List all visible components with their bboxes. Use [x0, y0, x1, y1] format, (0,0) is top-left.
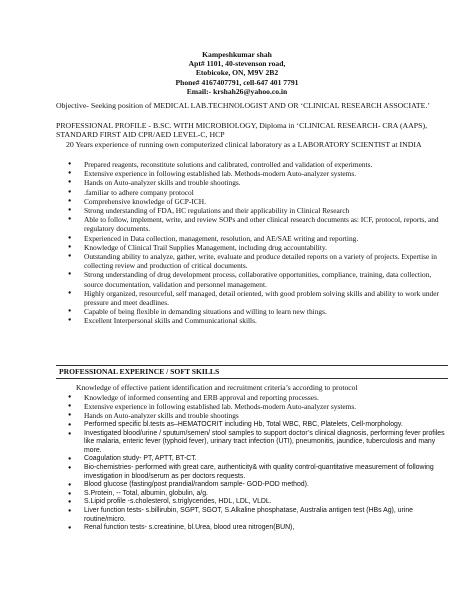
- list-item: ● Performed specific bl.tests as–HEMATOCRIT including Hb, Total WBC, RBC, Platelets, Cell-morphology.: [68, 421, 446, 430]
- phone-line: Phone# 4167407791, cell-647 401 7791: [175, 77, 299, 87]
- list-item: ● Capable of being flexible in demanding situations and willing to learn new things.: [68, 307, 446, 316]
- list-item: ● Excellent Interpersonal skills and Communicational skills.: [68, 316, 446, 325]
- profile-text: PROFESSIONAL PROFILE - B.SC. WITH MICROBIOLOGY, Diploma in ‘CLINICAL RESEARCH- CRA (AAPS), STANDARD FIRST AID CPR/AED LEVEL-C, HCP: [56, 121, 428, 140]
- list-item: ● Blood glucose (fasting/post prandial/random sample- GOD-POD method).: [68, 481, 446, 490]
- list-item: ● S.Lipid profile -s.cholesterol, s.triglycerides, HDL, LDL, VLDL.: [68, 498, 446, 507]
- profile-bullet-list: [68, 160, 446, 326]
- experience-summary: 20 Years experience of running own computerized clinical laboratory as a LABORATORY SCIENTIST at INDIA: [66, 140, 422, 149]
- list-item: ● Hands on Auto-analyzer skills and trouble shootings: [68, 411, 446, 420]
- section-heading-bar: [56, 365, 448, 379]
- email-line: Email:- krshah26@yahoo.co.in: [186, 86, 288, 96]
- section-title: PROFESSIONAL EXPERINCE / SOFT SKILLS: [59, 367, 220, 376]
- list-item: ● Bio-chemistries- performed with great care, authenticity& with quality control-quantitative measurement of following investigation in blood/serum as per doctors requests.: [68, 464, 446, 481]
- soft-skills-list: [68, 393, 446, 421]
- list-item: ● Experienced in Data collection, management, resolution, and AE/SAE writing and reporting.: [68, 234, 446, 243]
- address-line-1: Apt# 1101, 40-stevenson road,: [188, 59, 286, 69]
- contact-header: [0, 50, 474, 96]
- list-item: ● Strong understanding of drug development process, collaborative opportunities, compliance, training, data collection, source documentation, validation and personnel management.: [68, 270, 446, 288]
- list-item: ● Hands on Auto-analyzer skills and trouble shootings.: [68, 178, 446, 187]
- list-item: ● Highly organized, resourceful, self managed, detail oriented, with good problem solving skills and ability to work under pressure and meet deadlines.: [68, 289, 446, 307]
- list-item: ● Extensive experience in following established lab. Methods-modern Auto-analyzer systems.: [68, 402, 446, 411]
- address-line-2: Etobicoke, ON, M9V 2B2: [195, 68, 279, 78]
- list-item: ● Prepared reagents, reconstitute solutions and calibrated, controlled and validation of experiments.: [68, 160, 446, 169]
- list-item: ● Knowledge of informed consenting and ERB approval and reporting processes.: [68, 393, 446, 402]
- list-item: ● S.Protein, -- Total, albumin, globulin, a/g.: [68, 490, 446, 499]
- objective-text: Objective- Seeking position of MEDICAL LAB.TECHNOLOGIST AND OR ‘CLINICAL RESEARCH ASSOCIATE.’: [56, 101, 430, 110]
- list-item: ● Investigated blood/urine / sputum/semen/ stool samples to support doctor’s clinical diagnosis, performing fever profiles like malaria, enteric fever (typhoid fever), urinary tract infection (UTI), pneumonitis, jaundice, tuberculosis and many more.: [68, 430, 446, 456]
- list-item: [68, 197, 446, 206]
- list-item: ● Renal function tests- s.creatinine, bl.Urea, blood urea nitrogen(BUN),: [68, 524, 446, 533]
- list-item: ● Extensive experience in following established lab. Methods-modern Auto-analyzer systems.: [68, 169, 446, 178]
- list-item: ● Knowledge of Clinical Trail Supplies Management, including drug accountability.: [68, 243, 446, 252]
- gcp-item: Comprehensive knowledge of GCP-ICH.: [84, 196, 206, 206]
- section-lead-text: Knowledge of effective patient identification and recruitment criteria’s according to protocol: [76, 383, 358, 392]
- list-item: ● Strong understanding of FDA, HC regulations and their applicability in Clinical Research: [68, 206, 446, 215]
- candidate-name: Kampeshkumar shah: [202, 50, 272, 59]
- lab-tests-list: [68, 421, 446, 533]
- list-item: ● Coagulation study- PT, APTT, BT-CT.: [68, 455, 446, 464]
- list-item: ● Able to follow, implement, write, and review SOPs and other clinical research documents as: ICF, protocol, reports, and regulatory documents.: [68, 215, 446, 233]
- list-item: ● .familiar to adhere company protocol: [68, 188, 446, 197]
- list-item: ● Liver function tests- s.billirubin, SGPT, SGOT, S.Alkaline phosphatase, Australia antigen test (HBs Ag), urine routine/micro.: [68, 507, 446, 524]
- list-item: ● Outstanding ability to analyze, gather, write, evaluate and produce detailed reports on a variety of projects. Expertise in collecting review and production of critical documents.: [68, 252, 446, 270]
